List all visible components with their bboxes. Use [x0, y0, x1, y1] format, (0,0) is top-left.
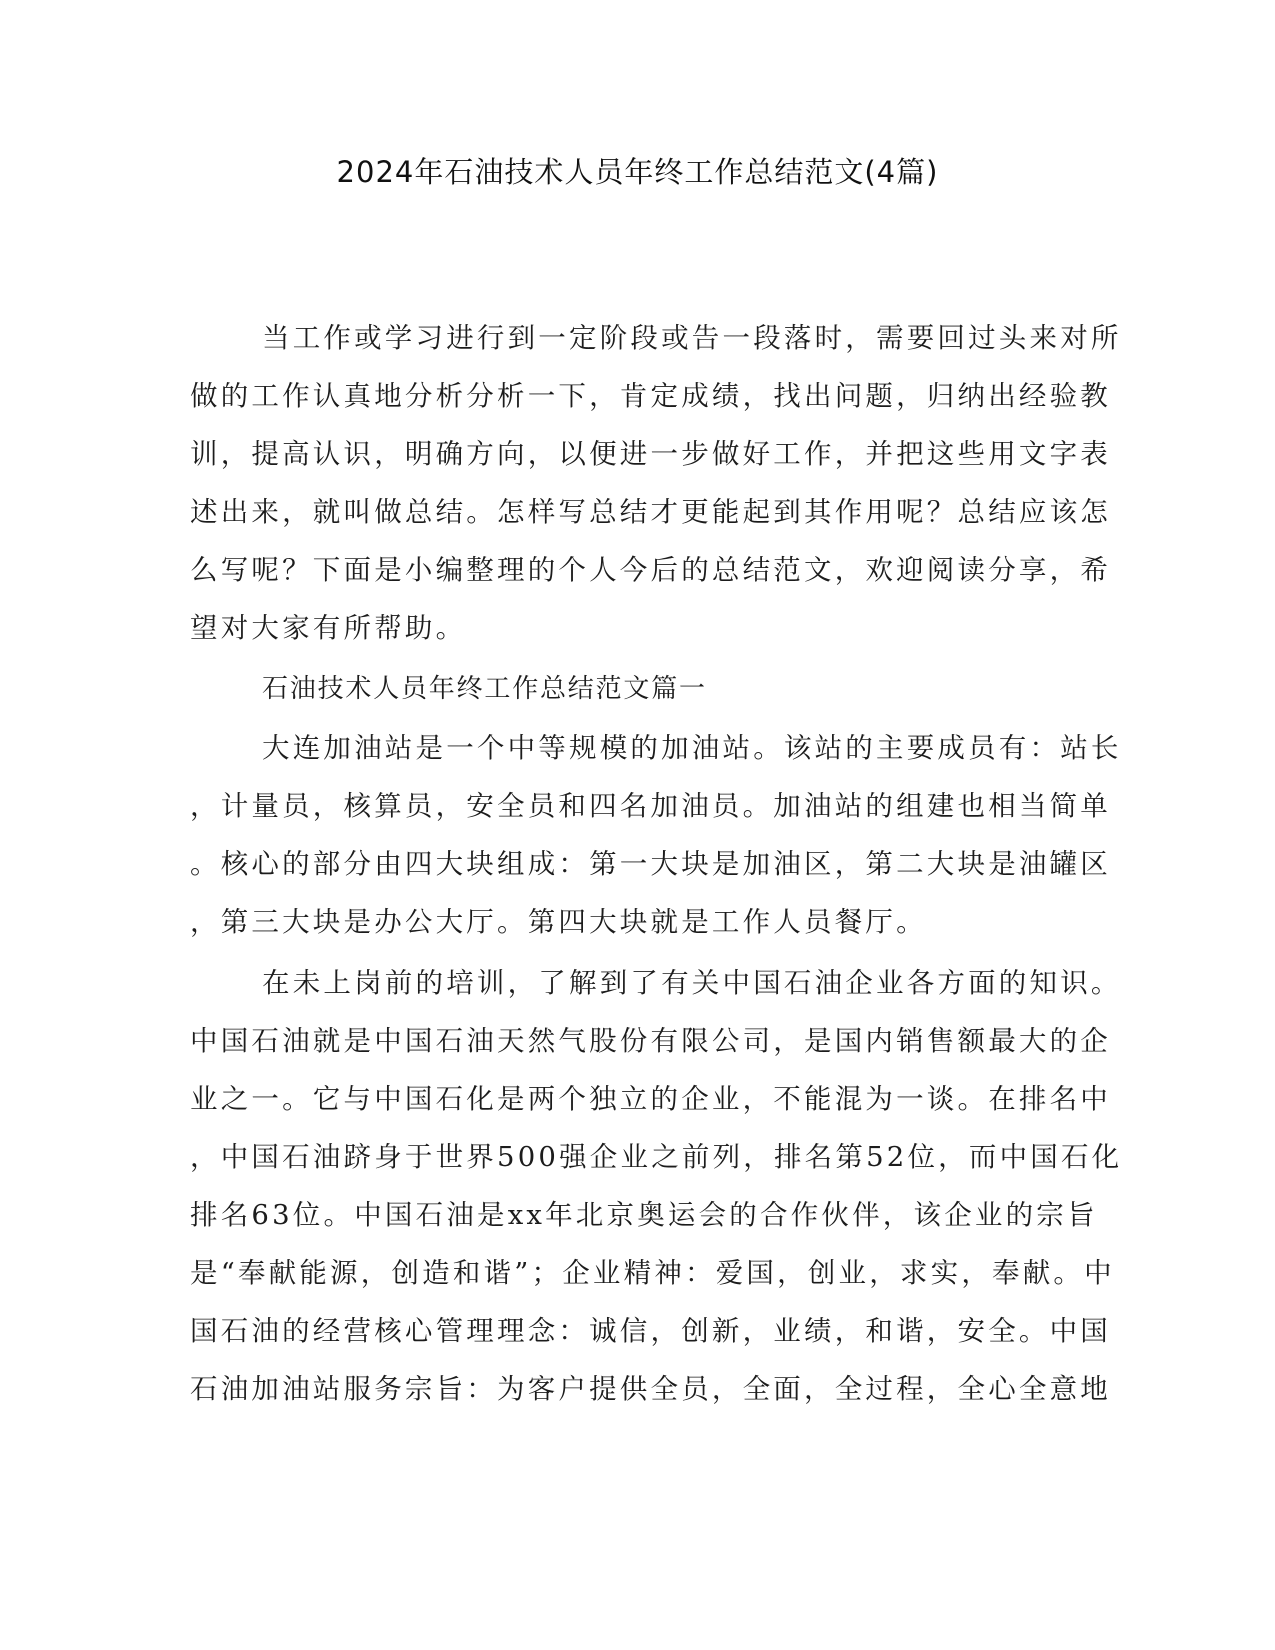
paragraph-line: 训，提高认识，明确方向，以便进一步做好工作，并把这些用文字表 [190, 438, 1111, 470]
paragraph-line: 是“奉献能源，创造和谐”；企业精神：爱国，创业，求实，奉献。中 [190, 1257, 1115, 1289]
paragraph-line: 望对大家有所帮助。 [190, 612, 467, 644]
paragraph-line: 大连加油站是一个中等规模的加油站。该站的主要成员有：站长 [262, 732, 1122, 764]
document-title: 2024年石油技术人员年终工作总结范文(4篇) [336, 155, 939, 189]
paragraph-line: 么写呢？下面是小编整理的个人今后的总结范文，欢迎阅读分享，希 [190, 554, 1111, 586]
paragraph-line: 。核心的部分由四大块组成：第一大块是加油区，第二大块是油罐区 [190, 848, 1111, 880]
paragraph-line: ，第三大块是办公大厅。第四大块就是工作人员餐厅。 [190, 906, 927, 938]
paragraph-line: 国石油的经营核心管理理念：诚信，创新，业绩，和谐，安全。中国 [190, 1315, 1111, 1347]
section-heading: 石油技术人员年终工作总结范文篇一 [262, 674, 707, 704]
paragraph-line: 排名63位。中国石油是xx年北京奥运会的合作伙伴，该企业的宗旨 [190, 1199, 1098, 1231]
paragraph-line: 做的工作认真地分析分析一下，肯定成绩，找出问题，归纳出经验教 [190, 380, 1111, 412]
paragraph-line: 述出来，就叫做总结。怎样写总结才更能起到其作用呢？总结应该怎 [190, 496, 1111, 528]
paragraph-line: 当工作或学习进行到一定阶段或告一段落时，需要回过头来对所 [262, 322, 1122, 354]
paragraph-line: ，中国石油跻身于世界500强企业之前列，排名第52位，而中国石化 [190, 1141, 1123, 1173]
paragraph-line: 中国石油就是中国石油天然气股份有限公司，是国内销售额最大的企 [190, 1025, 1111, 1057]
paragraph-line: 业之一。它与中国石化是两个独立的企业，不能混为一谈。在排名中 [190, 1083, 1111, 1115]
paragraph-line: 石油加油站服务宗旨：为客户提供全员，全面，全过程，全心全意地 [190, 1373, 1111, 1405]
paragraph-line: ，计量员，核算员，安全员和四名加油员。加油站的组建也相当简单 [190, 790, 1111, 822]
paragraph-line: 在未上岗前的培训，了解到了有关中国石油企业各方面的知识。 [262, 967, 1122, 999]
